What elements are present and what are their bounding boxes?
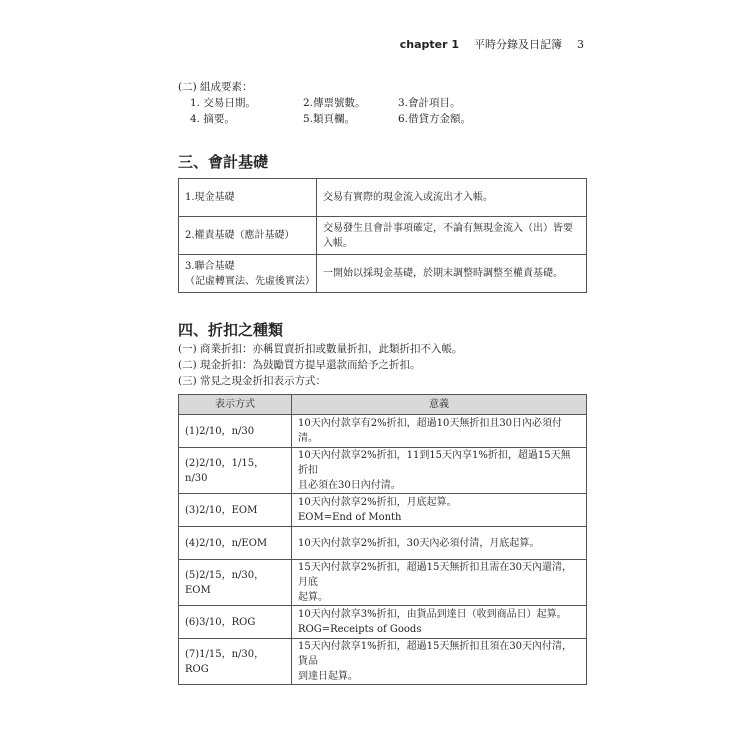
discount-meaning: 10天內付款享2%折扣，月底起算。 EOM=End of Month [292,494,587,527]
discount-line: (三) 常見之現金折扣表示方式： [178,375,327,387]
table-row [179,179,587,217]
table-row [179,217,587,255]
discount-term: (1)2/10，n/30 [179,415,292,448]
discount-meaning: 10天內付款享3%折扣，由貨品到達日（收到商品日）起算。 ROG=Receipts of Goods [292,606,587,639]
table-header-row [179,395,587,415]
discount-meaning: 10天內付款享2%折扣，30天內必須付清，月底起算。 [292,527,587,560]
component-item: 3.會計項目。 [398,97,461,109]
discount-table [178,394,587,685]
chapter-label: chapter 1 [399,38,459,51]
running-header [400,36,584,52]
table-row [179,560,587,606]
chapter-title: 平時分錄及日記簿 [474,38,562,51]
section-title: 三、會計基礎 [178,153,269,171]
column-header: 意義 [292,395,587,415]
discount-meaning: 10天內付款享2%折扣，11到15天內享1%折扣，超過15天無折扣 且必須在30日內付清。 [292,448,587,494]
basis-description: 交易發生且會計事項確定，不論有無現金流入（出）皆要 入帳。 [317,217,587,255]
basis-description: 交易有實際的現金流入或流出才入帳。 [317,179,587,217]
discount-line: (一) 商業折扣：亦稱買賣折扣或數量折扣，此類折扣不入帳。 [178,343,463,355]
component-item: 5.類頁欄。 [303,113,356,125]
components-heading: (二) 組成要素： [178,81,253,93]
basis-name: 1.現金基礎 [179,179,317,217]
discount-meaning: 15天內付款享1%折扣，超過15天無折扣且須在30天內付清，貨品 到達日起算。 [292,639,587,685]
basis-name: 2.權責基礎（應計基礎） [179,217,317,255]
table-row [179,527,587,560]
table-row [179,606,587,639]
discount-term: (3)2/10，EOM [179,494,292,527]
discount-meaning: 15天內付款享2%折扣，超過15天無折扣且需在30天內還清，月底 起算。 [292,560,587,606]
table-row [179,255,587,293]
table-row [179,494,587,527]
discount-term: (5)2/15，n/30，EOM [179,560,292,606]
page-number: 3 [577,38,584,51]
table-row [179,448,587,494]
basis-description: 一開始以採現金基礎，於期末調整時調整至權責基礎。 [317,255,587,293]
component-item: 6.借貸方金額。 [398,113,472,125]
column-header: 表示方式 [179,395,292,415]
component-item: 2.傳票號數。 [303,97,366,109]
section-title: 四、折扣之種類 [178,321,284,339]
basis-name: 3.聯合基礎 （記虛轉實法、先虛後實法） [179,255,317,293]
component-item: 4. 摘要。 [190,113,235,125]
discount-term: (2)2/10，1/15，n/30 [179,448,292,494]
table-row [179,415,587,448]
table-row [179,639,587,685]
discount-line: (二) 現金折扣：為鼓勵買方提早還款而給予之折扣。 [178,359,421,371]
discount-term: (7)1/15，n/30，ROG [179,639,292,685]
discount-term: (4)2/10，n/EOM [179,527,292,560]
discount-term: (6)3/10，ROG [179,606,292,639]
accounting-basis-table [178,178,587,293]
discount-meaning: 10天內付款享有2%折扣，超過10天無折扣且30日內必須付清。 [292,415,587,448]
component-item: 1. 交易日期。 [190,97,256,109]
